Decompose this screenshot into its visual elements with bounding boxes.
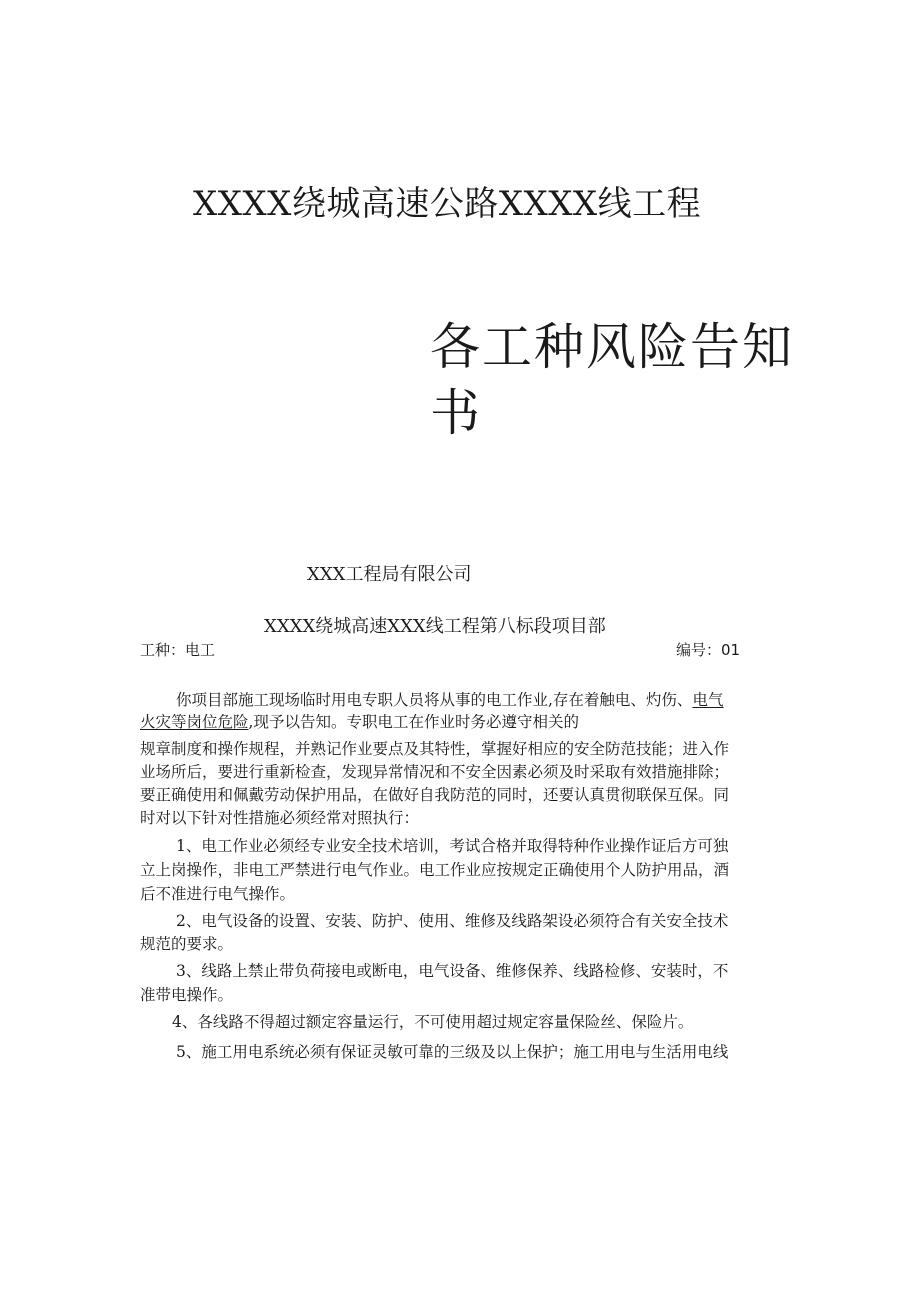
paragraph-line: [176, 688, 723, 710]
subtitle-line-1: 各工种风险告知: [430, 318, 794, 376]
paragraph-line: 规章制度和操作规程，并熟记作业要点及其特性，掌握好相应的安全防范技能；进入作: [140, 740, 730, 758]
paragraph-line: [140, 710, 579, 732]
document-title: XXXX绕城高速公路XXXX线工程: [193, 184, 702, 224]
paragraph-line: 时对以下针对性措施必须经常对照执行：: [140, 809, 420, 827]
paragraph-line: 要正确使用和佩戴劳动保护用品，在做好自我防范的同时，还要认真贯彻联保互保。同: [140, 786, 730, 804]
list-item-line: 规范的要求。: [140, 935, 234, 953]
paragraph-text: ,现予以告知。专职电工在作业时务必遵守相关的: [248, 713, 579, 731]
trade-label: 工种：电工: [140, 641, 216, 659]
list-item-line: 后不准进行电气操作。: [140, 885, 296, 903]
paragraph-line: 业场所后，要进行重新检查，发现异常情况和不安全因素必须及时采取有效措施排除；: [140, 763, 730, 781]
document-number: 编号：01: [676, 641, 741, 659]
list-item-line: 4、各线路不得超过额定容量运行，不可使用超过规定容量保险丝、保险片。: [172, 1013, 694, 1031]
paragraph-text: 你项目部施工现场临时用电专职人员将从事的电工作业,存在着触电、灼伤、: [176, 691, 693, 709]
list-item-line: 2、电气设备的设置、安装、防护、使用、维修及线路架设必须符合有关安全技术: [176, 912, 729, 930]
project-department: XXXX绕城高速XXX线工程第八标段项目部: [264, 616, 606, 637]
document-subtitle: [430, 314, 794, 446]
company-name: XXX工程局有限公司: [307, 564, 472, 585]
list-item-line: 3、线路上禁止带负荷接电或断电，电气设备、维修保养、线路检修、安装时，不: [176, 962, 729, 980]
list-item-line: 准带电操作。: [140, 986, 234, 1004]
subtitle-line-2: 书: [430, 384, 482, 442]
underlined-text: 火灾等岗位危险: [140, 713, 249, 731]
list-item-line: 1、电工作业必须经专业安全技术培训，考试合格并取得特种作业操作证后方可独: [176, 837, 729, 855]
underlined-text: 电气: [692, 691, 724, 709]
list-item-line: 立上岗操作，非电工严禁进行电气作业。电工作业应按规定正确使用个人防护用品，酒: [140, 861, 730, 879]
list-item-line: 5、施工用电系统必须有保证灵敏可靠的三级及以上保护；施工用电与生活用电线: [176, 1043, 729, 1061]
